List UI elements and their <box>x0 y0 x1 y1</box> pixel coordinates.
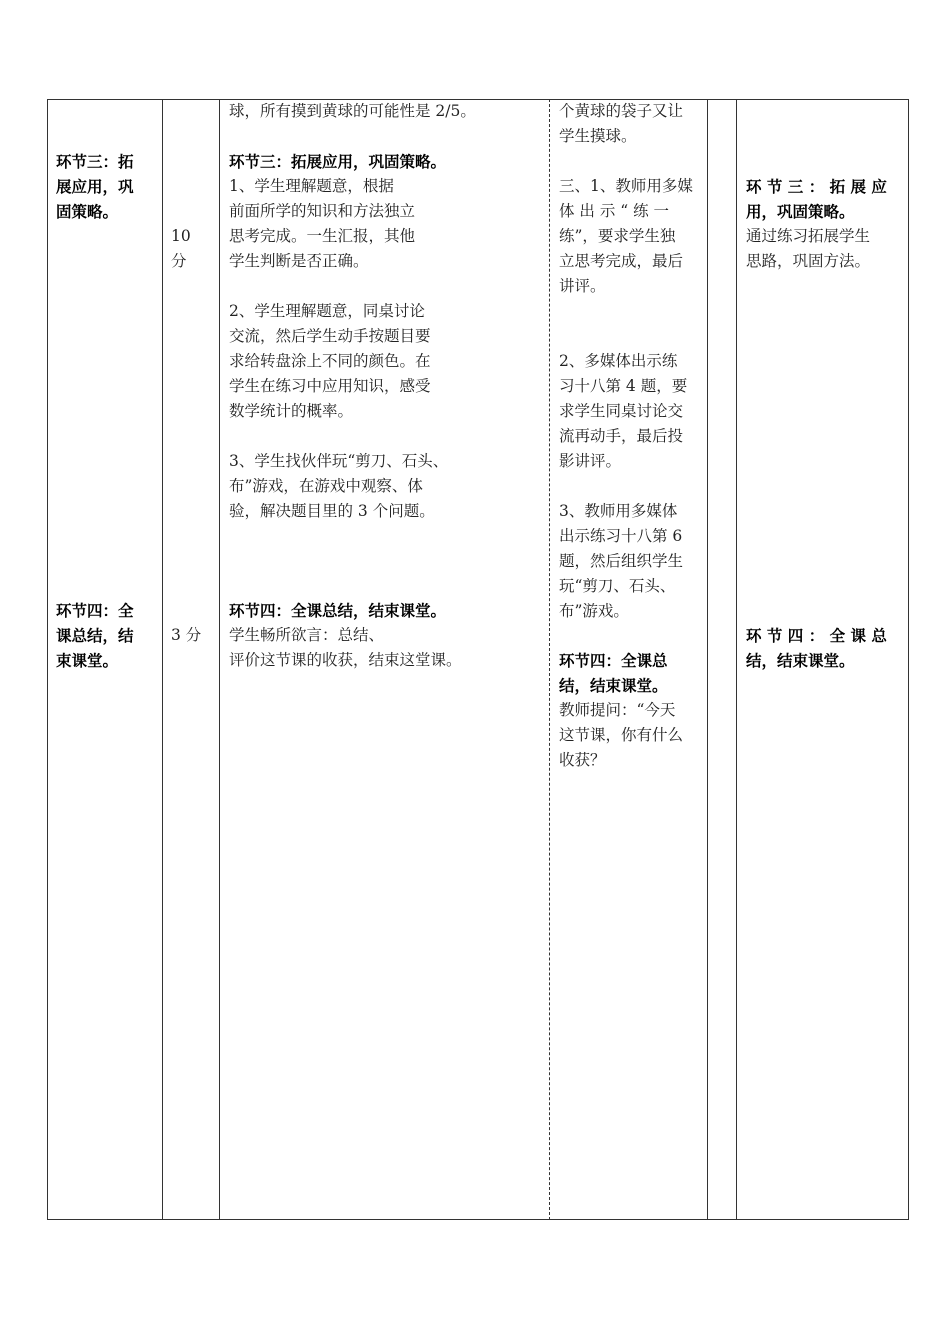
column-divider <box>707 99 708 1220</box>
student-activity-top: 球，所有摸到黄球的可能性是 2/5。 <box>229 102 476 120</box>
stage-three-heading: 环节三：拓展应用，巩固策略。 <box>229 152 447 171</box>
column-divider <box>219 99 220 1220</box>
student-activity-stage-four: 环节四：全课总结，结束课堂。 学生畅所欲言：总结、 评价这节课的收获，结束这堂课。 <box>229 598 462 673</box>
stage-three-label: 环节三：拓 展应用，巩 固策略。 <box>56 152 134 221</box>
stage-four-time: 3 分 <box>171 626 202 644</box>
student-activity-paragraph: 2、学生理解题意，同桌讨论 交流，然后学生动手按题目要 求给转盘涂上不同的颜色。在 学生在练习中应用知识，感受 数学统计的概率。 <box>229 302 431 420</box>
column-divider-dashed <box>549 99 550 1220</box>
teacher-activity-paragraph: 2、多媒体出示练 习十八第 4 题，要 求学生同桌讨论交 流再动手，最后投 影讲评。 <box>559 352 688 470</box>
stage-three-time: 10 分 <box>171 227 191 270</box>
teacher-activity-stage-four: 环节四：全课总 结，结束课堂。 教师提问：“今天 这节课，你有什么 收获？ <box>559 651 684 769</box>
design-intent-stage-four: 环 节 四 ： 全 课 总 结，结束课堂。 <box>746 626 887 670</box>
student-activity-stage-three: 环节三：拓展应用，巩固策略。 1、学生理解题意，根据 前面所学的知识和方法独立 思考完成。一生汇报，其他 学生判断是否正确。 <box>229 149 446 274</box>
teacher-activity-paragraph: 3、教师用多媒体 出示练习十八第 6 题，然后组织学生 玩“剪刀、石头、 布”游戏。 <box>559 502 684 620</box>
column-divider <box>736 99 737 1220</box>
teacher-activity-top: 个黄球的袋子又让 学生摸球。 <box>559 102 684 145</box>
stage-four-heading: 环节四：全课总结，结束课堂。 <box>229 601 447 620</box>
column-divider <box>162 99 163 1220</box>
teacher-activity-paragraph: 三、1、教师用多媒 体 出 示 “ 练 一 练”，要求学生独 立思考完成，最后 讲评。 <box>559 177 693 295</box>
student-activity-paragraph: 3、学生找伙伴玩“剪刀、石头、 布”游戏，在游戏中观察、体 验，解决题目里的 3 个问题。 <box>229 452 449 520</box>
design-intent-stage-three: 环 节 三 ： 拓 展 应 用，巩固策略。 通过练习拓展学生 思路，巩固方法。 <box>746 177 887 270</box>
stage-four-label: 环节四：全 课总结，结 束课堂。 <box>56 601 134 670</box>
